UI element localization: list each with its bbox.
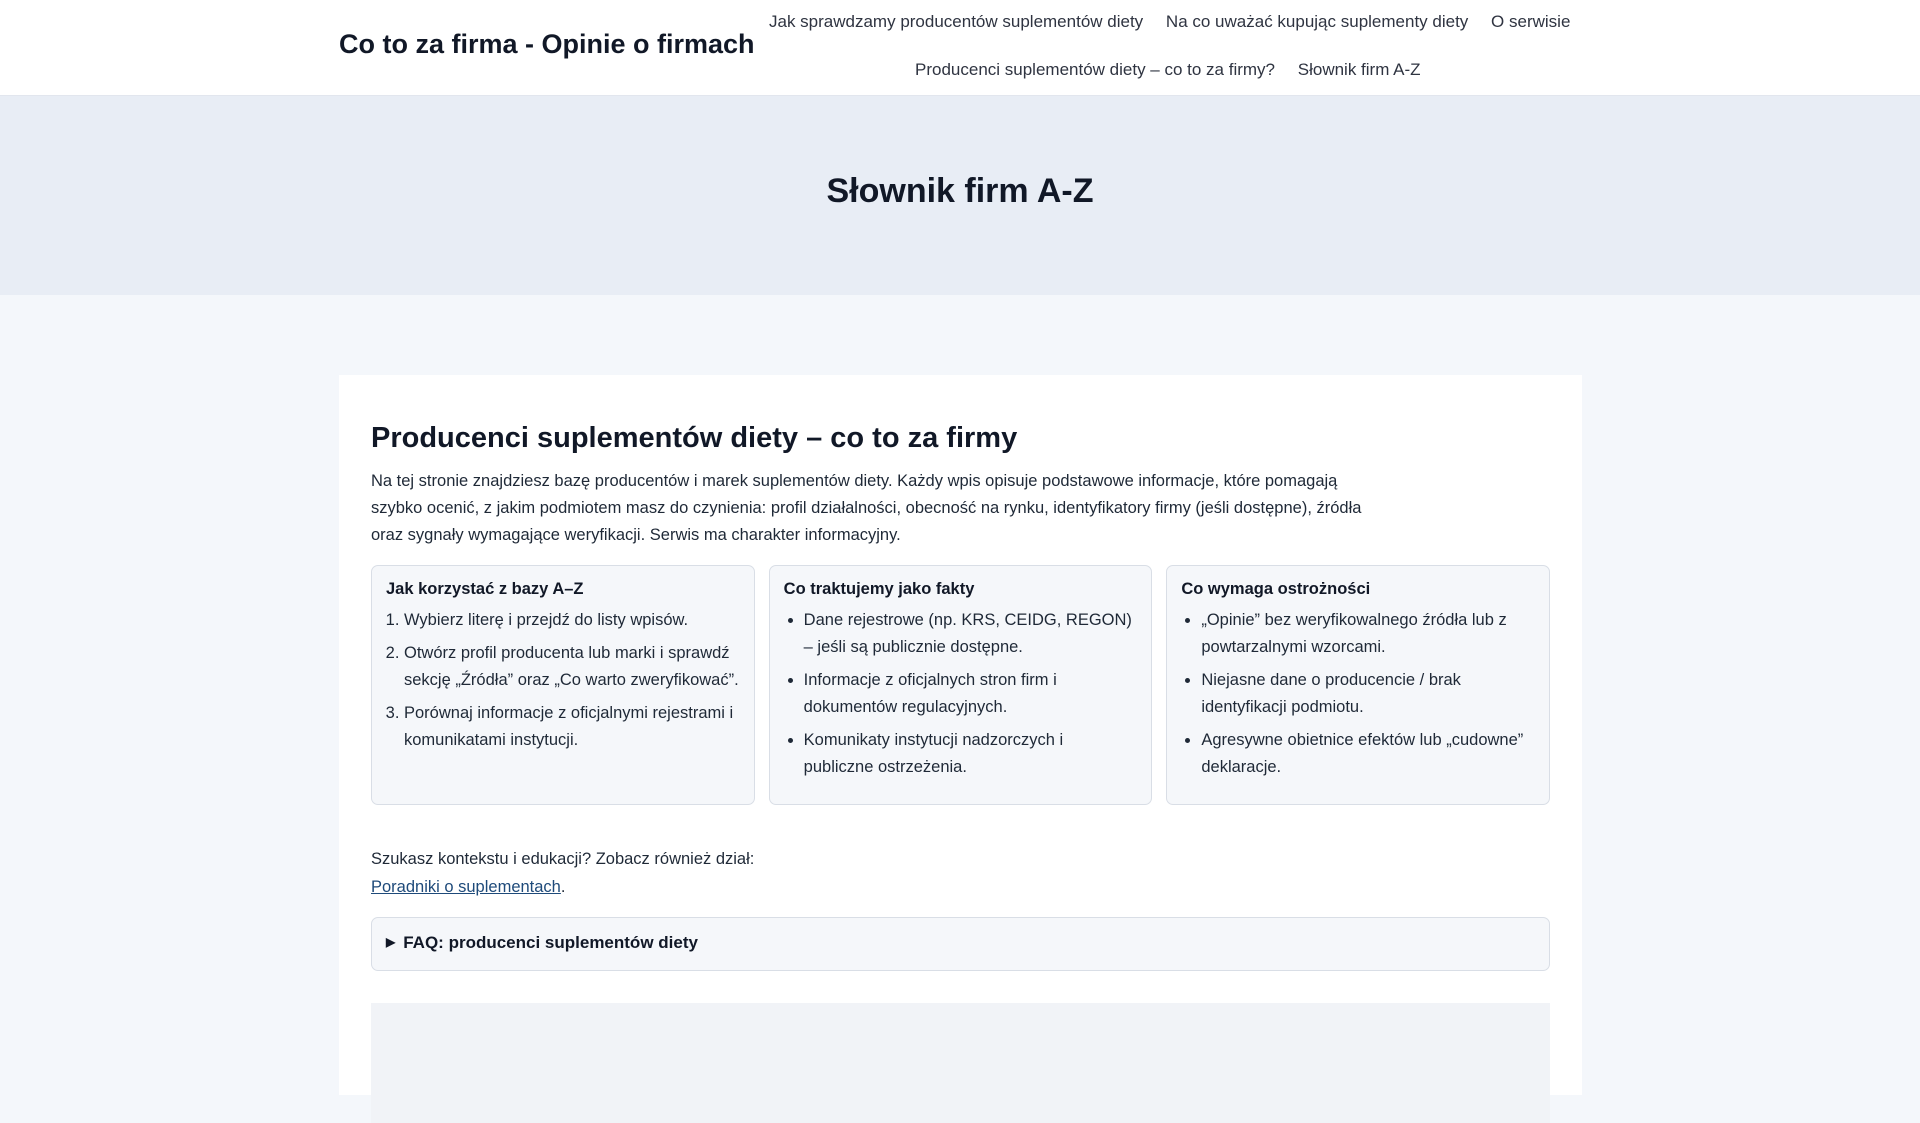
list-item: • Agresywne obietnice efektów lub „cudowne” deklaracje. — [1201, 727, 1535, 781]
content-placeholder-block — [371, 1003, 1550, 1123]
faq-summary: FAQ: producenci suplementów diety — [403, 932, 698, 952]
nav-link-slownik-firm[interactable]: Słownik firm A-Z — [1297, 60, 1421, 79]
nav-link-producenci[interactable]: Producenci suplementów diety – co to za firmy? — [915, 60, 1276, 79]
nav-link-jak-sprawdzamy[interactable]: Jak sprawdzamy producentów suplementów diety — [769, 12, 1144, 31]
box-how-to-use — [371, 565, 755, 805]
content-inner — [371, 421, 1550, 1123]
list-item: • Dane rejestrowe (np. KRS, CEIDG, REGON) – jeśli są publicznie dostępne. — [804, 607, 1138, 661]
list-item: 2. Otwórz profil producenta lub marki i sprawdź sekcję „Źródła” oraz „Co warto zweryfikować”. — [404, 640, 740, 694]
section-heading: Producenci suplementów diety – co to za firmy — [371, 422, 1018, 454]
info-boxes — [371, 565, 1550, 805]
list-item: • Informacje z oficjalnych stron firm i dokumentów regulacyjnych. — [804, 667, 1138, 721]
list-item: 1. Wybierz literę i przejdź do listy wpisów. — [404, 607, 740, 634]
facts-list — [784, 607, 1138, 781]
faq-disclosure[interactable] — [371, 917, 1550, 971]
list-item: • „Opinie” bez weryfikowalnego źródła lub z powtarzalnymi wzorcami. — [1201, 607, 1535, 661]
site-title-link[interactable]: Co to za firma - Opinie o firmach — [339, 29, 755, 59]
box-title: Co traktujemy jako fakty — [783, 579, 975, 598]
guides-link[interactable]: Poradniki o suplementach — [371, 877, 561, 896]
related-text: Szukasz kontekstu i edukacji? Zobacz również dział: — [371, 849, 755, 868]
nav-link-o-serwisie[interactable]: O serwisie — [1491, 12, 1571, 31]
box-facts — [769, 565, 1153, 805]
triangle-right-icon: ▶ — [386, 934, 396, 949]
list-item: • Komunikaty instytucji nadzorczych i publiczne ostrzeżenia. — [804, 727, 1138, 781]
nav-row-secondary — [906, 60, 1430, 80]
intro-paragraph: Na tej stronie znajdziesz bazę producentów i marek suplementów diety. Każdy wpis opisuje podstawowe informacje, które pomagają szybko ocenić, z jakim podmiotem masz do czynienia: profil działalności, obecność na rynku, identyfikatory firmy (jeśli dostępne), źródła oraz sygnały wymagające weryfikacji. Serwis ma charakter informacyjny. — [371, 471, 1362, 544]
box-caution — [1166, 565, 1550, 805]
list-item: • Niejasne dane o producencie / brak identyfikacji podmiotu. — [1201, 667, 1535, 721]
related-period: . — [560, 877, 566, 896]
list-item: 3. Porównaj informacje z oficjalnymi rejestrami i komunikatami instytucji. — [404, 700, 740, 754]
related-section — [371, 845, 1550, 901]
steps-list — [386, 607, 740, 754]
caution-list — [1181, 607, 1535, 781]
page-title: Słownik firm A-Z — [826, 172, 1094, 210]
nav-row-primary — [760, 12, 1579, 32]
site-header — [0, 0, 1920, 96]
box-title: Jak korzystać z bazy A–Z — [386, 579, 584, 598]
box-title: Co wymaga ostrożności — [1181, 579, 1371, 598]
content-card — [339, 375, 1582, 1095]
nav-link-na-co-uwazac[interactable]: Na co uważać kupując suplementy diety — [1165, 12, 1469, 31]
hero-banner — [0, 96, 1920, 295]
